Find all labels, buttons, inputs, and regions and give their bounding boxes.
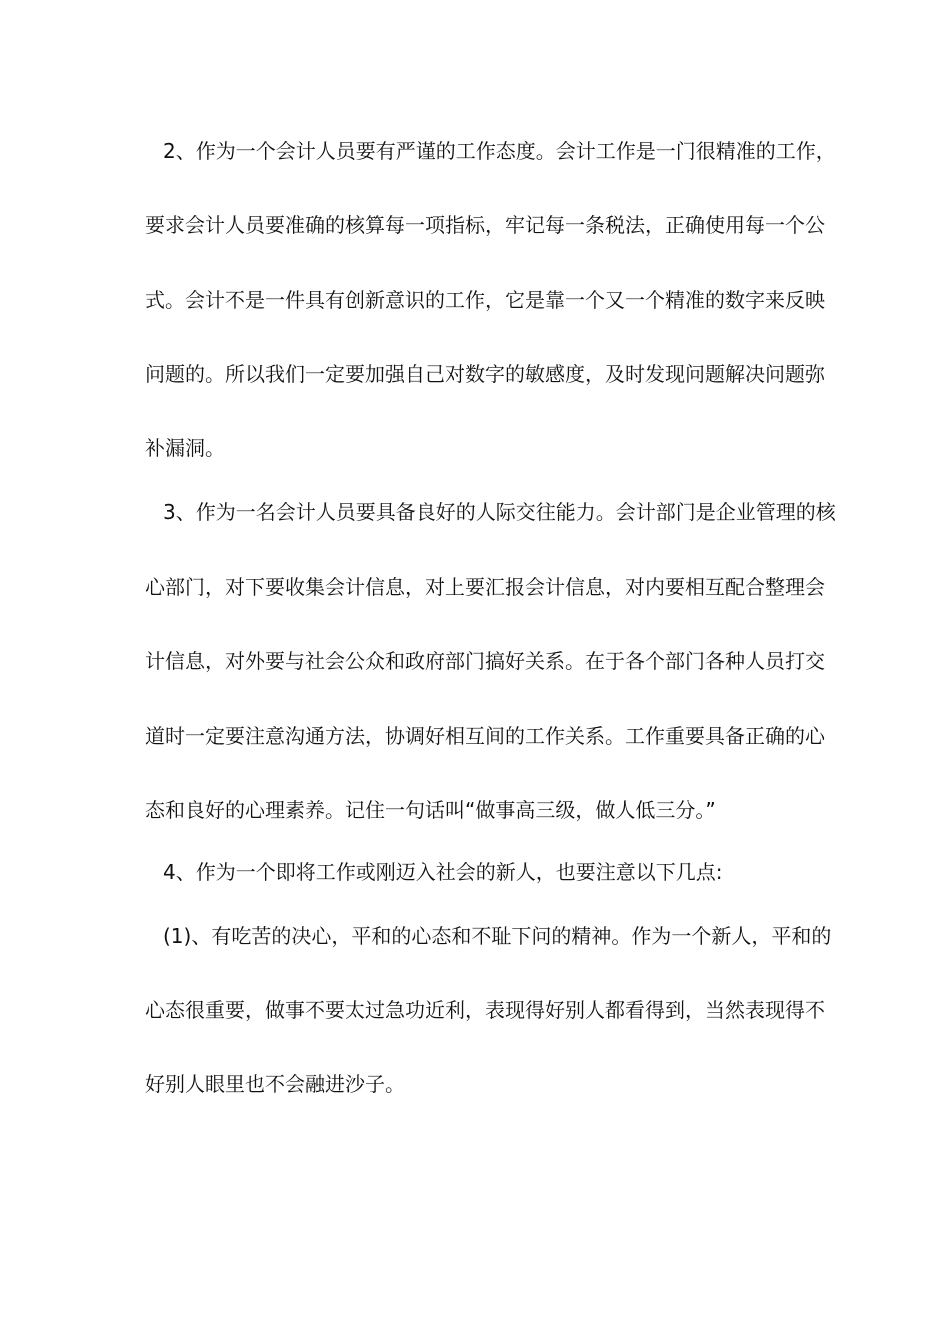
paragraph-2-line-4: 问题的。所以我们一定要加强自己对数字的敏感度，及时发现问题解决问题弥 <box>145 362 825 386</box>
paragraph-3-line-5: 态和良好的心理素养。记住一句话叫“做事高三级，做人低三分。” <box>145 798 716 822</box>
paragraph-2-line-2: 要求会计人员要准确的核算每一项指标，牢记每一条税法，正确使用每一个公 <box>145 213 825 237</box>
paragraph-3-line-3: 计信息，对外要与社会公众和政府部门搞好关系。在于各个部门各种人员打交 <box>145 649 825 673</box>
paragraph-4-1-line-1: (1)、有吃苦的决心，平和的心态和不耻下问的精神。作为一个新人，平和的 <box>163 924 832 948</box>
paragraph-3-line-1: 3、作为一名会计人员要具备良好的人际交往能力。会计部门是企业管理的核 <box>163 500 836 524</box>
paragraph-4-line-1: 4、作为一个即将工作或刚迈入社会的新人，也要注意以下几点: <box>163 860 723 884</box>
paragraph-2-line-3: 式。会计不是一件具有创新意识的工作，它是靠一个又一个精准的数字来反映 <box>145 288 825 312</box>
paragraph-3-line-2: 心部门，对下要收集会计信息，对上要汇报会计信息，对内要相互配合整理会 <box>145 575 825 599</box>
paragraph-4-1-line-3: 好别人眼里也不会融进沙子。 <box>145 1072 405 1096</box>
paragraph-2-line-1: 2、作为一个会计人员要有严谨的工作态度。会计工作是一门很精准的工作， <box>163 139 836 163</box>
paragraph-2-line-5: 补漏洞。 <box>145 436 225 460</box>
paragraph-4-1-line-2: 心态很重要，做事不要太过急功近利，表现得好别人都看得到，当然表现得不 <box>145 998 825 1022</box>
paragraph-3-line-4: 道时一定要注意沟通方法，协调好相互间的工作关系。工作重要具备正确的心 <box>145 724 825 748</box>
